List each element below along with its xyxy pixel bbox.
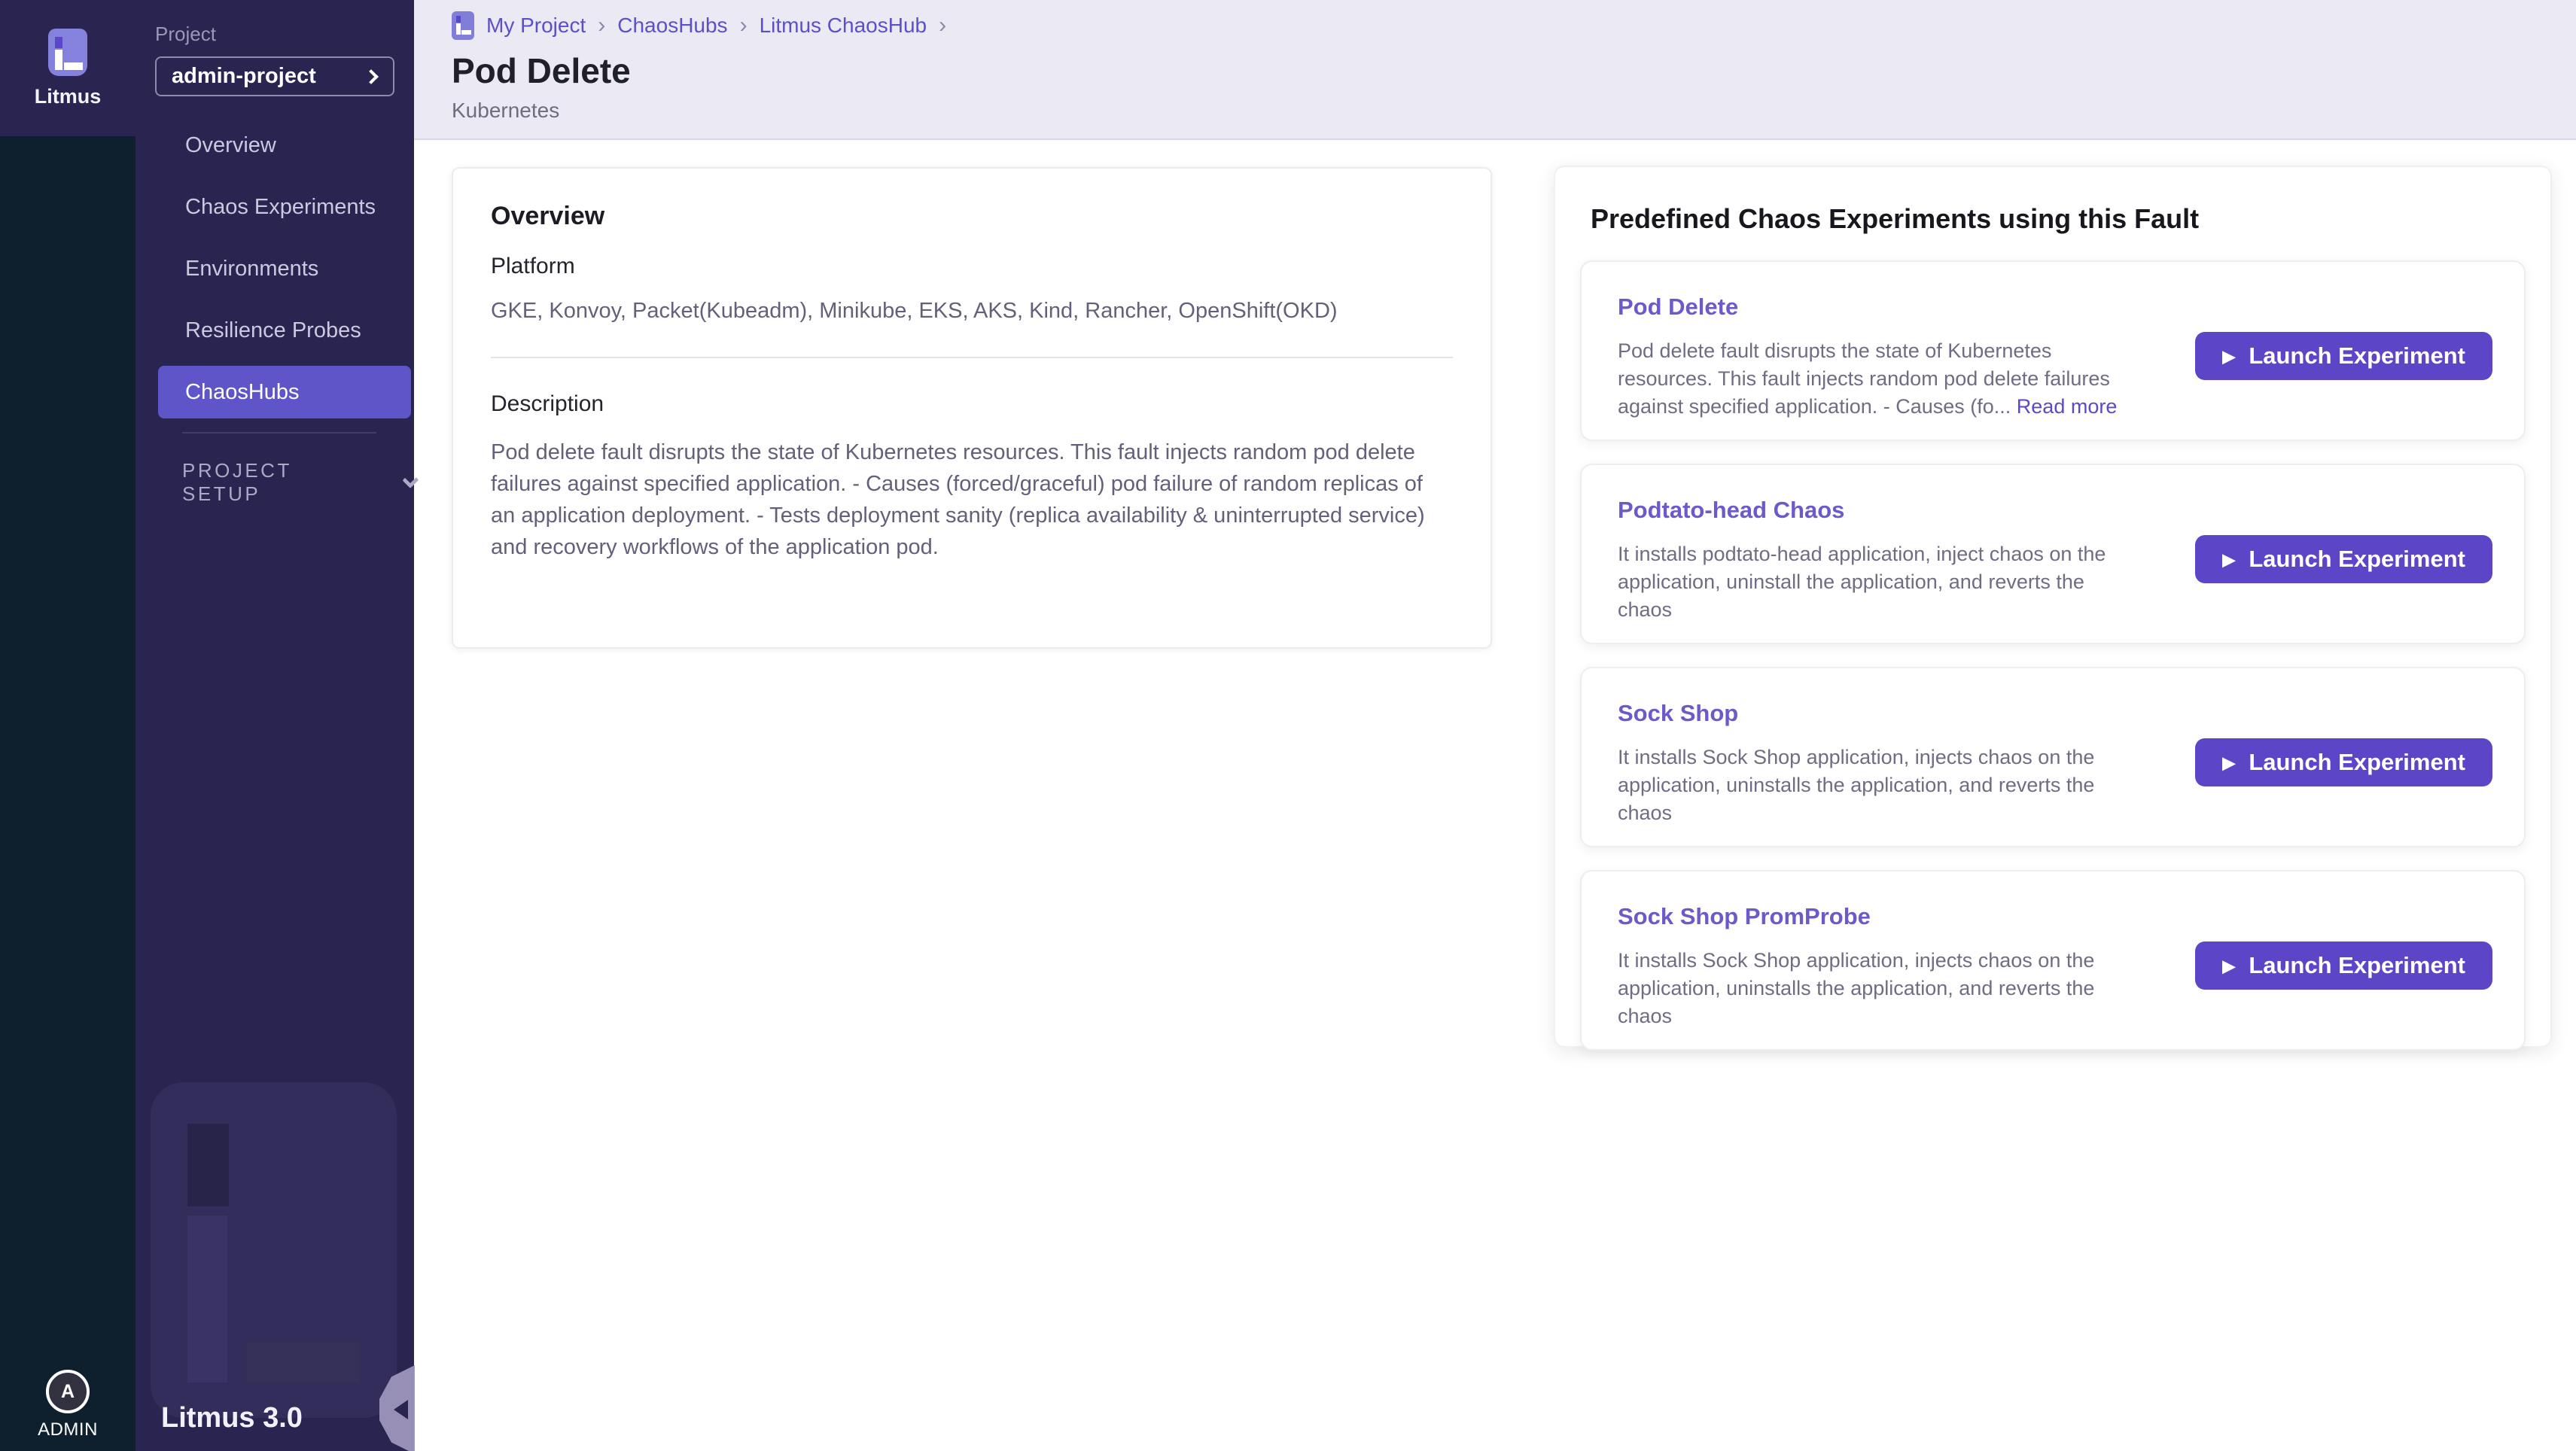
description-label: Description (491, 391, 604, 416)
breadcrumb (452, 9, 2576, 42)
experiment-card-list (1580, 260, 2526, 1051)
experiment-card-sock-shop (1580, 667, 2526, 847)
play-icon: ▶ (2222, 550, 2236, 569)
breadcrumb-separator: › (939, 13, 947, 38)
project-select[interactable] (155, 56, 394, 96)
sidebar-item-label: ChaosHubs (185, 379, 300, 404)
chevron-right-icon (364, 69, 379, 84)
launch-experiment-label: Launch Experiment (2249, 952, 2465, 978)
overview-heading: Overview (491, 202, 605, 230)
experiment-card-title[interactable]: Sock Shop (1618, 700, 1739, 726)
breadcrumb-litmus-icon (452, 11, 474, 40)
version-label: Litmus 3.0 (161, 1402, 303, 1434)
sidebar-item-label: Environments (185, 256, 319, 281)
platform-value: GKE, Konvoy, Packet(Kubeadm), Minikube, EKS, AKS, Kind, Rancher, OpenShift(OKD) (491, 299, 1338, 323)
collapse-arrow-icon (394, 1400, 408, 1419)
experiment-card-description (1618, 337, 2137, 421)
experiment-card-description-text: Pod delete fault disrupts the state of Kubernetes resources. This fault injects random pod delete failures against specified application. - Causes (fo... (1618, 339, 2110, 418)
launch-experiment-button[interactable] (2195, 535, 2492, 583)
experiment-card-description (1618, 540, 2137, 624)
sidebar-item-label: Resilience Probes (185, 318, 361, 342)
avatar-letter: A (60, 1380, 75, 1402)
play-icon: ▶ (2222, 753, 2236, 772)
project-label: Project (155, 23, 216, 45)
sidebar-item-overview[interactable] (158, 119, 411, 172)
experiment-card-body (1618, 294, 2137, 440)
experiment-card-description-text: It installs Sock Shop application, injects chaos on the application, uninstalls the application, and reverts the chaos (1618, 746, 2095, 824)
page-subtitle: Kubernetes (452, 99, 560, 122)
breadcrumb-separator: › (598, 13, 606, 38)
page-header (414, 0, 2576, 140)
experiment-card-description (1618, 744, 2137, 827)
sidebar-divider (182, 432, 376, 433)
sidebar-item-resilience-probes[interactable] (158, 304, 411, 357)
experiment-card-description (1618, 947, 2137, 1030)
litmus-watermark (151, 1082, 397, 1418)
project-select-value: admin-project (172, 64, 316, 88)
breadcrumb-link-chaoshubs[interactable]: ChaosHubs (617, 14, 728, 37)
launch-experiment-button[interactable] (2195, 941, 2492, 990)
breadcrumb-link-litmus-chaoshub[interactable]: Litmus ChaosHub (759, 14, 927, 37)
experiment-card-description-text: It installs podtato-head application, inject chaos on the application, uninstall the application, and reverts the chaos (1618, 543, 2106, 621)
sidebar-item-chaoshubs[interactable] (158, 366, 411, 418)
experiment-card-podtato-head-chaos (1580, 464, 2526, 644)
launch-experiment-button[interactable] (2195, 332, 2492, 380)
admin-label: ADMIN (38, 1419, 98, 1440)
launch-experiment-label: Launch Experiment (2249, 546, 2465, 572)
experiment-card-action (2195, 332, 2494, 380)
play-icon: ▶ (2222, 957, 2236, 975)
project-setup-label: PROJECT SETUP (182, 459, 292, 505)
play-icon: ▶ (2222, 347, 2236, 366)
litmus-logo[interactable] (0, 0, 135, 136)
experiment-card-pod-delete (1580, 260, 2526, 441)
experiment-card-sock-shop-promprobe (1580, 870, 2526, 1051)
left-rail (0, 0, 135, 1451)
sidebar (135, 0, 414, 1451)
experiment-card-title[interactable]: Sock Shop PromProbe (1618, 903, 1871, 929)
project-setup-toggle[interactable] (135, 459, 414, 506)
sidebar-item-environments[interactable] (158, 242, 411, 295)
read-more-link[interactable]: Read more (2016, 395, 2118, 418)
experiment-card-title[interactable]: Podtato-head Chaos (1618, 497, 1845, 523)
sidebar-nav (135, 119, 414, 418)
breadcrumb-link-my-project[interactable]: My Project (486, 14, 586, 37)
launch-experiment-label: Launch Experiment (2249, 749, 2465, 775)
experiment-card-action (2195, 535, 2494, 583)
overview-card (452, 167, 1492, 649)
experiment-card-title[interactable]: Pod Delete (1618, 294, 1739, 320)
experiment-card-body (1618, 497, 2137, 643)
experiments-panel (1554, 166, 2552, 1048)
breadcrumb-separator: › (739, 13, 748, 38)
platform-label: Platform (491, 254, 575, 278)
litmus-logo-icon (48, 29, 87, 76)
launch-experiment-label: Launch Experiment (2249, 342, 2465, 369)
sidebar-item-label: Chaos Experiments (185, 194, 376, 219)
experiment-card-body (1618, 700, 2137, 846)
rail-bottom (0, 1370, 135, 1440)
experiment-card-action (2195, 941, 2494, 990)
page-title: Pod Delete (452, 51, 631, 90)
experiment-card-action (2195, 738, 2494, 786)
launch-experiment-button[interactable] (2195, 738, 2492, 786)
experiments-panel-heading: Predefined Chaos Experiments using this Fault (1591, 203, 2200, 234)
sidebar-item-label: Overview (185, 132, 276, 157)
admin-avatar[interactable] (46, 1370, 90, 1413)
experiment-card-description-text: It installs Sock Shop application, injects chaos on the application, uninstalls the application, and reverts the chaos (1618, 949, 2095, 1027)
overview-divider (491, 357, 1453, 358)
description-text: Pod delete fault disrupts the state of Kubernetes resources. This fault injects random pod delete failures against specified application. - Causes (forced/graceful) pod failure of random replicas of an application deployment. - Tests deployment sanity (replica availability & uninterrupted service) and recovery workflows of the application pod. (491, 440, 1425, 559)
experiment-card-body (1618, 903, 2137, 1049)
main-content (414, 141, 2576, 1451)
sidebar-item-chaos-experiments[interactable] (158, 181, 411, 233)
litmus-logo-label: Litmus (34, 84, 102, 108)
